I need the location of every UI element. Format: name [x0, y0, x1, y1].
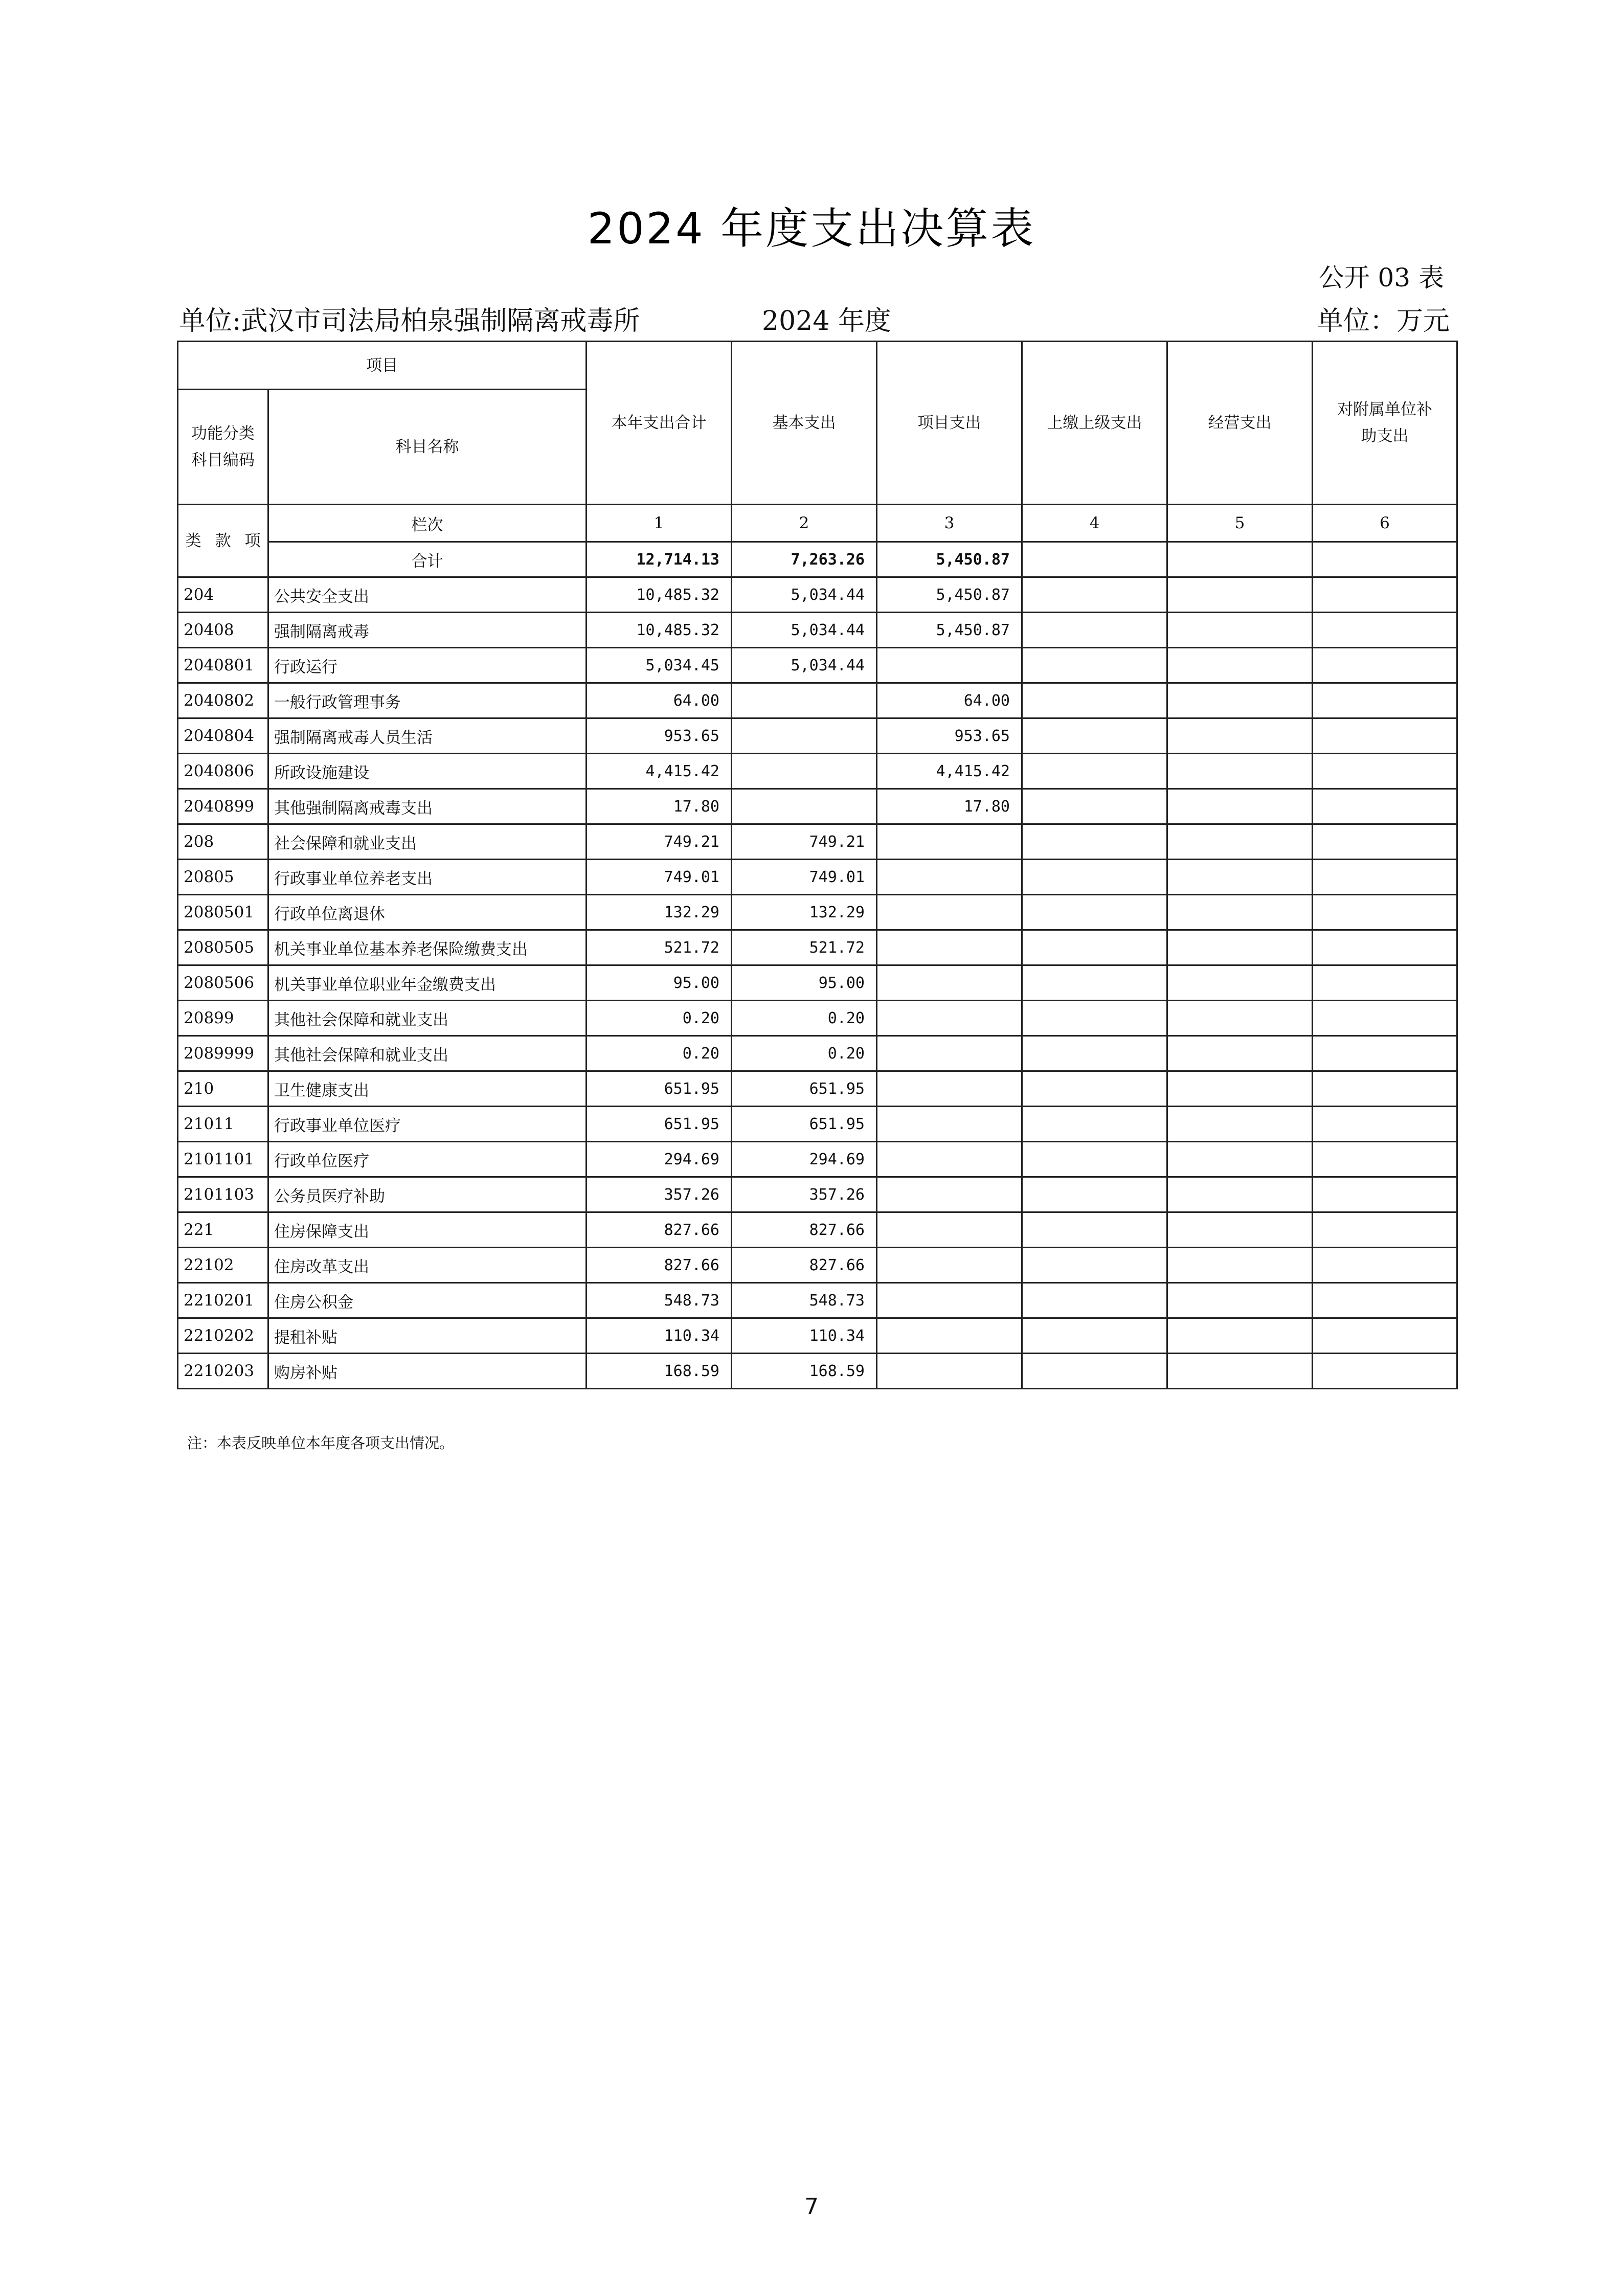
- amount-cell: 17.80: [587, 789, 732, 824]
- total-value: [1022, 542, 1167, 577]
- amount-cell: [1313, 1001, 1457, 1036]
- amount-cell: [1313, 1354, 1457, 1389]
- amount-cell: 5,034.45: [587, 648, 732, 683]
- subject-name: 公共安全支出: [268, 577, 587, 613]
- amount-cell: [1167, 860, 1313, 895]
- amount-cell: 4,415.42: [877, 754, 1022, 789]
- table-row: [178, 930, 1457, 965]
- amount-cell: [877, 1283, 1022, 1318]
- subject-code: 2080506: [178, 965, 268, 1001]
- amount-cell: [732, 718, 877, 754]
- amount-cell: 521.72: [587, 930, 732, 965]
- amount-cell: [1167, 1036, 1313, 1071]
- subject-code: 21011: [178, 1107, 268, 1142]
- header-project: 项目: [178, 342, 587, 390]
- amount-cell: [1022, 1107, 1167, 1142]
- amount-cell: 294.69: [587, 1142, 732, 1177]
- header-col-remit: 上缴上级支出: [1022, 342, 1167, 505]
- amount-cell: [1167, 965, 1313, 1001]
- amount-cell: [877, 860, 1022, 895]
- amount-cell: [1167, 648, 1313, 683]
- table-row: [178, 1001, 1457, 1036]
- amount-cell: [877, 1107, 1022, 1142]
- amount-cell: [1167, 1142, 1313, 1177]
- amount-cell: [877, 1318, 1022, 1354]
- form-code: 公开 03 表: [1318, 263, 1444, 292]
- subject-name: 机关事业单位职业年金缴费支出: [268, 965, 587, 1001]
- amount-cell: [1313, 1212, 1457, 1248]
- amount-cell: [1167, 718, 1313, 754]
- page-number: 7: [804, 2194, 819, 2220]
- subject-name: 住房保障支出: [268, 1212, 587, 1248]
- amount-cell: 651.95: [587, 1107, 732, 1142]
- amount-cell: 5,450.87: [877, 613, 1022, 648]
- amount-cell: 168.59: [587, 1354, 732, 1389]
- subject-code: 20805: [178, 860, 268, 895]
- page-title: 2024 年度支出决算表: [587, 204, 1036, 254]
- table-row: [178, 1142, 1457, 1177]
- subject-code: 2080501: [178, 895, 268, 930]
- amount-cell: 953.65: [587, 718, 732, 754]
- amount-cell: [1022, 613, 1167, 648]
- header-col-project: 项目支出: [877, 342, 1022, 505]
- amount-cell: [1167, 1354, 1313, 1389]
- amount-cell: [877, 1248, 1022, 1283]
- subject-code: 221: [178, 1212, 268, 1248]
- amount-cell: [1313, 930, 1457, 965]
- amount-cell: 651.95: [732, 1107, 877, 1142]
- amount-cell: [877, 1142, 1022, 1177]
- amount-cell: 10,485.32: [587, 613, 732, 648]
- amount-cell: 132.29: [732, 895, 877, 930]
- amount-cell: [1022, 824, 1167, 860]
- subject-name: 所政设施建设: [268, 754, 587, 789]
- subject-name: 提租补贴: [268, 1318, 587, 1354]
- subject-name: 住房改革支出: [268, 1248, 587, 1283]
- amount-cell: 548.73: [732, 1283, 877, 1318]
- header-col-index-label: 栏次: [268, 505, 587, 542]
- amount-cell: 64.00: [877, 683, 1022, 718]
- amount-cell: 132.29: [587, 895, 732, 930]
- amount-cell: 651.95: [732, 1071, 877, 1107]
- amount-cell: [1167, 1107, 1313, 1142]
- amount-cell: [1313, 1107, 1457, 1142]
- subject-code: 2040899: [178, 789, 268, 824]
- amount-cell: 0.20: [587, 1036, 732, 1071]
- amount-cell: [877, 1212, 1022, 1248]
- subject-code: 2101101: [178, 1142, 268, 1177]
- subject-name: 强制隔离戒毒: [268, 613, 587, 648]
- amount-cell: 521.72: [732, 930, 877, 965]
- amount-cell: [877, 1177, 1022, 1212]
- amount-cell: [732, 789, 877, 824]
- subject-code: 208: [178, 824, 268, 860]
- subject-code: 2040802: [178, 683, 268, 718]
- table-row: [178, 683, 1457, 718]
- amount-cell: [877, 895, 1022, 930]
- amount-cell: 17.80: [877, 789, 1022, 824]
- total-row: [178, 542, 1457, 577]
- amount-cell: [1022, 754, 1167, 789]
- amount-cell: [732, 683, 877, 718]
- amount-cell: [1022, 1248, 1167, 1283]
- amount-cell: [1313, 718, 1457, 754]
- amount-cell: 548.73: [587, 1283, 732, 1318]
- subject-name: 其他强制隔离戒毒支出: [268, 789, 587, 824]
- amount-cell: 5,034.44: [732, 613, 877, 648]
- amount-cell: 357.26: [587, 1177, 732, 1212]
- amount-cell: [1313, 895, 1457, 930]
- amount-cell: 168.59: [732, 1354, 877, 1389]
- amount-cell: [1022, 1071, 1167, 1107]
- amount-cell: 10,485.32: [587, 577, 732, 613]
- amount-cell: [1022, 1318, 1167, 1354]
- subject-name: 行政事业单位医疗: [268, 1107, 587, 1142]
- total-value: 7,263.26: [732, 542, 877, 577]
- amount-cell: [1167, 1283, 1313, 1318]
- table-row: [178, 577, 1457, 613]
- subject-name: 行政事业单位养老支出: [268, 860, 587, 895]
- amount-cell: 953.65: [877, 718, 1022, 754]
- amount-cell: 294.69: [732, 1142, 877, 1177]
- amount-cell: [1167, 895, 1313, 930]
- subject-name: 强制隔离戒毒人员生活: [268, 718, 587, 754]
- table-row: [178, 1248, 1457, 1283]
- amount-cell: 651.95: [587, 1071, 732, 1107]
- subject-name: 行政运行: [268, 648, 587, 683]
- header-lei: 类: [185, 531, 201, 550]
- amount-cell: 5,034.44: [732, 577, 877, 613]
- amount-cell: 4,415.42: [587, 754, 732, 789]
- subject-code: 2040806: [178, 754, 268, 789]
- amount-cell: [1167, 683, 1313, 718]
- subject-code: 2101103: [178, 1177, 268, 1212]
- amount-cell: 5,450.87: [877, 577, 1022, 613]
- amount-cell: [1313, 1248, 1457, 1283]
- amount-cell: [1022, 1001, 1167, 1036]
- amount-cell: 95.00: [587, 965, 732, 1001]
- amount-cell: [877, 930, 1022, 965]
- subject-name: 其他社会保障和就业支出: [268, 1036, 587, 1071]
- subject-code: 2210203: [178, 1354, 268, 1389]
- amount-cell: 0.20: [732, 1036, 877, 1071]
- total-value: 5,450.87: [877, 542, 1022, 577]
- fiscal-year: 2024 年度: [762, 306, 891, 336]
- amount-cell: [1313, 1142, 1457, 1177]
- amount-cell: 110.34: [587, 1318, 732, 1354]
- amount-cell: [1167, 1001, 1313, 1036]
- amount-cell: 827.66: [587, 1248, 732, 1283]
- amount-cell: [877, 1354, 1022, 1389]
- table-row: [178, 965, 1457, 1001]
- amount-cell: [1313, 613, 1457, 648]
- amount-cell: [1167, 613, 1313, 648]
- header-subject-name: 科目名称: [268, 390, 587, 505]
- amount-cell: [1313, 1318, 1457, 1354]
- unit-line: [179, 299, 1450, 335]
- total-label: 合计: [268, 542, 587, 577]
- amount-cell: [1022, 930, 1167, 965]
- amount-cell: [1313, 965, 1457, 1001]
- amount-cell: [732, 754, 877, 789]
- col-index: 4: [1022, 505, 1167, 542]
- subject-name: 机关事业单位基本养老保险缴费支出: [268, 930, 587, 965]
- amount-cell: 357.26: [732, 1177, 877, 1212]
- amount-cell: [1022, 1177, 1167, 1212]
- table-row: [178, 895, 1457, 930]
- table-row: [178, 718, 1457, 754]
- amount-cell: [1167, 789, 1313, 824]
- amount-cell: 749.21: [587, 824, 732, 860]
- subject-name: 一般行政管理事务: [268, 683, 587, 718]
- reporting-unit: 单位:武汉市司法局柏泉强制隔离戒毒所: [179, 306, 640, 336]
- table-row: [178, 1036, 1457, 1071]
- subject-code: 2040801: [178, 648, 268, 683]
- amount-cell: [1022, 1354, 1167, 1389]
- amount-cell: [1022, 1283, 1167, 1318]
- header-col-subsidy: 对附属单位补助支出: [1313, 342, 1457, 505]
- amount-cell: 827.66: [732, 1212, 877, 1248]
- table-row: [178, 648, 1457, 683]
- amount-cell: [1167, 754, 1313, 789]
- header-kuan: 款: [215, 531, 231, 550]
- amount-cell: [1167, 577, 1313, 613]
- table-row: [178, 613, 1457, 648]
- amount-cell: 0.20: [732, 1001, 877, 1036]
- amount-cell: [877, 1001, 1022, 1036]
- amount-cell: [1167, 1071, 1313, 1107]
- header-col-business: 经营支出: [1167, 342, 1313, 505]
- amount-cell: [1022, 1036, 1167, 1071]
- col-index: 2: [732, 505, 877, 542]
- amount-cell: 749.01: [732, 860, 877, 895]
- subject-name: 公务员医疗补助: [268, 1177, 587, 1212]
- table-row: [178, 1177, 1457, 1212]
- amount-cell: [877, 1071, 1022, 1107]
- header-func-code: 功能分类科目编码: [178, 390, 268, 505]
- amount-cell: [1022, 683, 1167, 718]
- amount-cell: [1313, 824, 1457, 860]
- header-row-index: [178, 505, 1457, 542]
- subject-code: 2040804: [178, 718, 268, 754]
- amount-cell: [1022, 718, 1167, 754]
- amount-cell: [1313, 683, 1457, 718]
- header-col-basic: 基本支出: [732, 342, 877, 505]
- subject-name: 住房公积金: [268, 1283, 587, 1318]
- amount-cell: [1313, 754, 1457, 789]
- table-row: [178, 824, 1457, 860]
- table-row: [178, 1212, 1457, 1248]
- col-index: 1: [587, 505, 732, 542]
- subject-name: 社会保障和就业支出: [268, 824, 587, 860]
- expenditure-table: [177, 341, 1458, 1389]
- table-row: [178, 1318, 1457, 1354]
- amount-cell: 5,034.44: [732, 648, 877, 683]
- amount-cell: [1167, 1177, 1313, 1212]
- amount-cell: [1022, 860, 1167, 895]
- col-index: 3: [877, 505, 1022, 542]
- amount-cell: 110.34: [732, 1318, 877, 1354]
- amount-cell: [1167, 1212, 1313, 1248]
- subject-code: 2080505: [178, 930, 268, 965]
- amount-cell: [877, 824, 1022, 860]
- table-row: [178, 1354, 1457, 1389]
- table-row: [178, 860, 1457, 895]
- subject-code: 210: [178, 1071, 268, 1107]
- table-row: [178, 1107, 1457, 1142]
- subject-name: 行政单位医疗: [268, 1142, 587, 1177]
- amount-cell: [1022, 1212, 1167, 1248]
- table-row: [178, 1071, 1457, 1107]
- amount-cell: [1167, 1318, 1313, 1354]
- amount-cell: [1022, 965, 1167, 1001]
- amount-cell: 64.00: [587, 683, 732, 718]
- amount-cell: 749.21: [732, 824, 877, 860]
- amount-cell: 0.20: [587, 1001, 732, 1036]
- total-value: [1167, 542, 1313, 577]
- col-index: 6: [1313, 505, 1457, 542]
- subject-name: 购房补贴: [268, 1354, 587, 1389]
- amount-cell: [1022, 789, 1167, 824]
- amount-cell: [877, 965, 1022, 1001]
- subject-code: 2210202: [178, 1318, 268, 1354]
- amount-cell: [1022, 577, 1167, 613]
- amount-cell: [1313, 577, 1457, 613]
- amount-cell: [877, 648, 1022, 683]
- subject-name: 其他社会保障和就业支出: [268, 1001, 587, 1036]
- subject-name: 行政单位离退休: [268, 895, 587, 930]
- header-lei-kuan-xiang: [178, 505, 268, 577]
- subject-code: 22102: [178, 1248, 268, 1283]
- total-value: [1313, 542, 1457, 577]
- subject-code: 2089999: [178, 1036, 268, 1071]
- amount-cell: [1313, 1036, 1457, 1071]
- table-row: [178, 754, 1457, 789]
- amount-cell: [1167, 824, 1313, 860]
- amount-cell: 827.66: [587, 1212, 732, 1248]
- amount-cell: [1313, 789, 1457, 824]
- amount-cell: [1313, 1177, 1457, 1212]
- amount-cell: 95.00: [732, 965, 877, 1001]
- amount-cell: [1313, 1071, 1457, 1107]
- footnote: 注：本表反映单位本年度各项支出情况。: [187, 1434, 455, 1452]
- subject-code: 204: [178, 577, 268, 613]
- header-col-total: 本年支出合计: [587, 342, 732, 505]
- header-row-project: [178, 342, 1457, 390]
- amount-cell: [1022, 1142, 1167, 1177]
- amount-cell: 827.66: [732, 1248, 877, 1283]
- amount-cell: [1313, 648, 1457, 683]
- subject-code: 2210201: [178, 1283, 268, 1318]
- subject-code: 20408: [178, 613, 268, 648]
- col-index: 5: [1167, 505, 1313, 542]
- amount-cell: [1167, 1248, 1313, 1283]
- amount-cell: [1313, 860, 1457, 895]
- amount-cell: 749.01: [587, 860, 732, 895]
- amount-cell: [877, 1036, 1022, 1071]
- amount-cell: [1313, 1283, 1457, 1318]
- header-xiang: 项: [244, 531, 261, 550]
- money-unit: 单位：万元: [1316, 306, 1450, 336]
- table-row: [178, 789, 1457, 824]
- amount-cell: [1167, 930, 1313, 965]
- amount-cell: [1022, 648, 1167, 683]
- total-value: 12,714.13: [587, 542, 732, 577]
- subject-code: 20899: [178, 1001, 268, 1036]
- amount-cell: [1022, 895, 1167, 930]
- table-row: [178, 1283, 1457, 1318]
- subject-name: 卫生健康支出: [268, 1071, 587, 1107]
